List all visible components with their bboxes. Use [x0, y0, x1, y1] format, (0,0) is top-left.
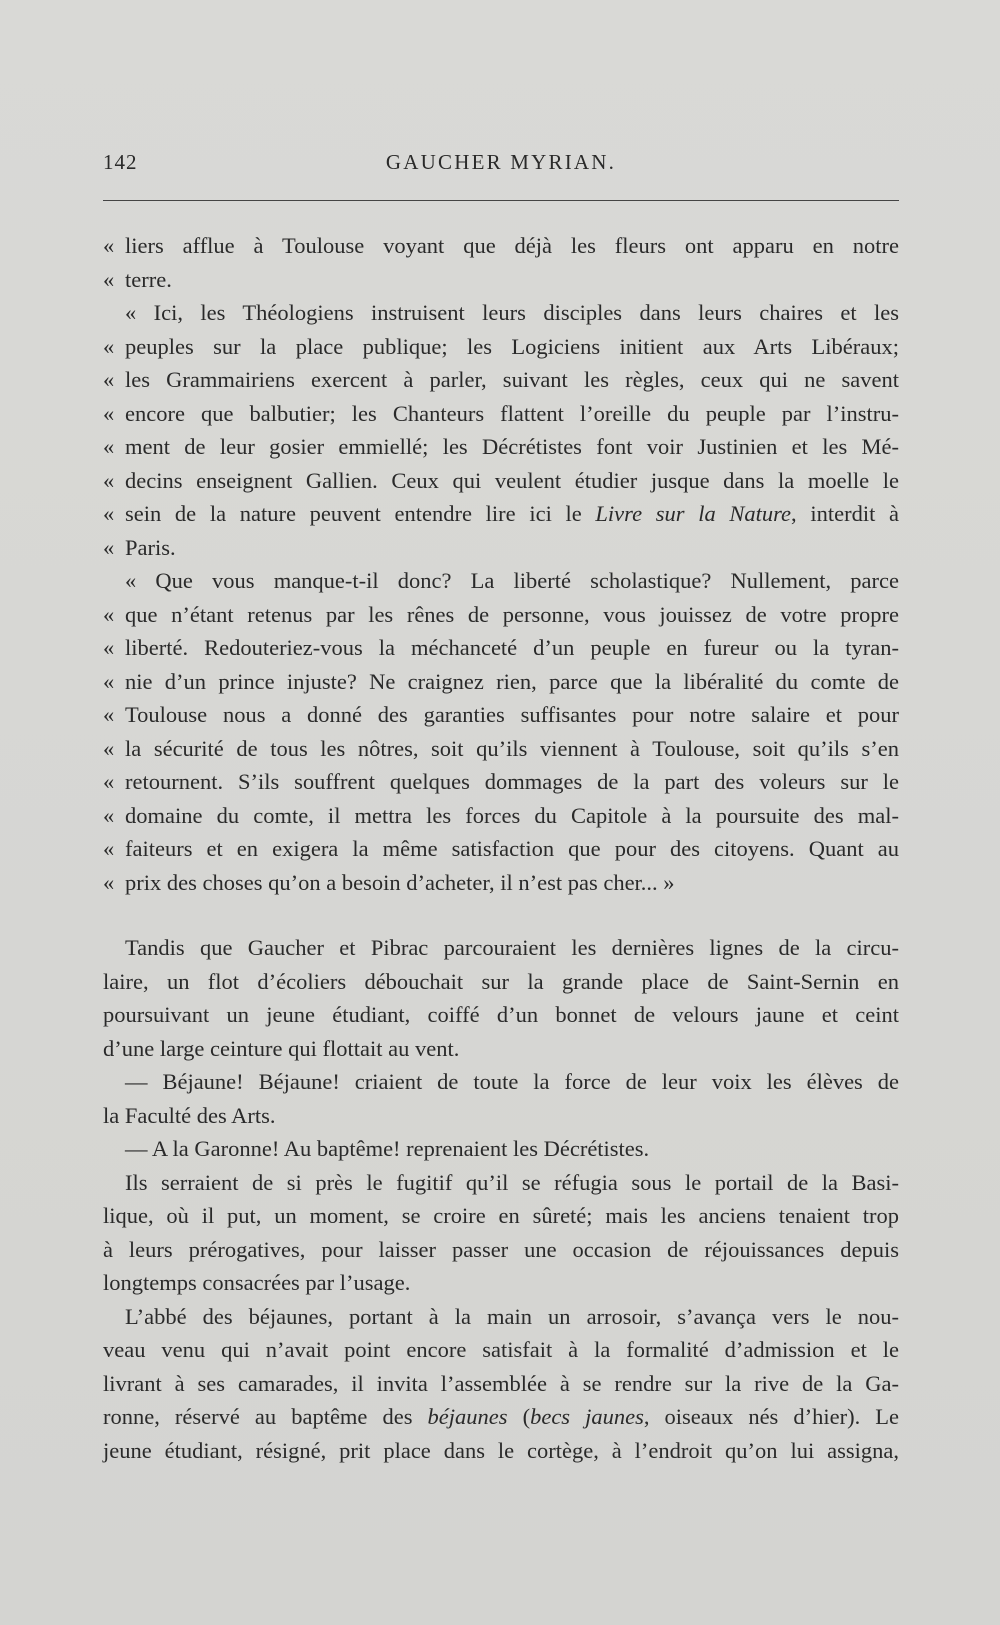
text-line: [103, 564, 899, 598]
line-text: — Béjaune! Béjaune! criaient de toute la force de leur voix les élèves de: [125, 1069, 899, 1094]
line-text: peuples sur la place publique; les Logiciens initient aux Arts Libéraux;: [125, 333, 899, 359]
line-text: liers afflue à Toulouse voyant que déjà les fleurs ont apparu en notre: [125, 233, 899, 258]
line-text: « Que vous manque-t-il donc? La liberté scholastique? Nullement, parce: [125, 568, 899, 593]
quote-mark: «: [103, 702, 115, 727]
line-fragment: (: [507, 1404, 531, 1429]
text-line: [103, 1400, 899, 1434]
text-line: [103, 1266, 899, 1300]
narrative-text: [103, 931, 899, 1467]
text-line: [103, 330, 899, 364]
text-line: [103, 1367, 899, 1401]
text-line: [103, 799, 899, 833]
text-line: [103, 1434, 899, 1468]
line-text: ment de leur gosier emmiellé; les Décrétistes font voir Justinien et les Mé-: [125, 434, 899, 459]
quote-mark: [103, 564, 125, 598]
line-text: retournent. S’ils souffrent quelques dommages de la part des voleurs sur le: [125, 769, 899, 794]
line-text: Paris.: [125, 534, 176, 560]
header-rule: [103, 200, 899, 201]
quote-mark: «: [103, 266, 115, 292]
text-line: [103, 1032, 899, 1066]
line-text: « Ici, les Théologiens instruisent leurs disciples dans leurs chaires et les: [125, 300, 899, 325]
line-fragment: sein de la nature peuvent entendre lire ici le: [125, 501, 596, 526]
line-text: poursuivant un jeune étudiant, coiffé d’un bonnet de velours jaune et ceint: [103, 1002, 899, 1027]
text-line: [103, 998, 899, 1032]
quote-mark: «: [103, 367, 115, 392]
text-line: [103, 1065, 899, 1099]
text-line: [103, 698, 899, 732]
text-line: [103, 1300, 899, 1334]
text-line: [103, 531, 899, 565]
line-text: veau venu qui n’avait point encore satisfait à la formalité d’admission et le: [103, 1337, 899, 1362]
line-text: la sécurité de tous les nôtres, soit qu’ils viennent à Toulouse, soit qu’ils s’en: [125, 735, 899, 761]
text-line: [103, 430, 899, 464]
line-text: que n’étant retenus par les rênes de personne, vous jouissez de votre propre: [125, 601, 899, 627]
text-line: [103, 765, 899, 799]
italic-title: béjaunes: [427, 1404, 508, 1429]
text-line: [103, 1132, 899, 1166]
line-text: les Grammairiens exercent à parler, suivant les règles, ceux qui ne savent: [125, 367, 899, 392]
line-text: Tandis que Gaucher et Pibrac parcouraient les dernières lignes de la circu-: [125, 935, 899, 960]
line-text: [125, 497, 899, 531]
quote-mark: «: [103, 601, 115, 627]
line-text: — A la Garonne! Au baptême! reprenaient les Décrétistes.: [125, 1136, 650, 1161]
text-line: [103, 497, 899, 531]
line-text: d’une large ceinture qui flottait au vent.: [103, 1035, 460, 1061]
quote-mark: «: [103, 635, 115, 660]
text-line: [103, 931, 899, 965]
line-fragment: , interdit à: [791, 501, 899, 526]
quote-mark: «: [103, 434, 115, 459]
text-line: [103, 598, 899, 632]
text-line: [103, 1166, 899, 1200]
line-text: faiteurs et en exigera la même satisfaction que pour des citoyens. Quant au: [125, 836, 899, 861]
quote-mark: «: [103, 333, 115, 359]
italic-title: Livre sur la Nature: [595, 501, 792, 526]
text-line: [103, 665, 899, 699]
line-fragment: , oiseaux nés d’hier). Le: [643, 1404, 900, 1429]
line-text: prix des choses qu’on a besoin d’acheter, il n’est pas cher... »: [125, 869, 675, 895]
line-text: terre.: [125, 266, 172, 292]
line-text: encore que balbutier; les Chanteurs flattent l’oreille du peuple par l’instru-: [125, 400, 899, 426]
quote-mark: «: [103, 501, 115, 526]
text-line: [103, 397, 899, 431]
line-text: Toulouse nous a donné des garanties suffisantes pour notre salaire et pour: [125, 702, 899, 727]
text-line: [103, 1199, 899, 1233]
quoted-letter: [103, 229, 899, 899]
text-line: [103, 965, 899, 999]
text-line: [103, 832, 899, 866]
quote-mark: «: [103, 233, 115, 258]
quote-mark: «: [103, 668, 115, 694]
quote-mark: «: [103, 802, 115, 828]
line-text: la Faculté des Arts.: [103, 1102, 276, 1128]
line-text: liberté. Redouteriez-vous la méchanceté d’un peuple en fureur ou la tyran-: [125, 635, 899, 660]
quote-mark: «: [103, 735, 115, 761]
quote-mark: «: [103, 769, 115, 794]
quote-mark: [103, 296, 125, 330]
page-number: 142: [103, 150, 138, 174]
line-text: livrant à ses camarades, il invita l’assemblée à se rendre sur la rive de la Ga-: [103, 1370, 899, 1396]
text-line: [103, 732, 899, 766]
line-text: lique, où il put, un moment, se croire en sûreté; mais les anciens tenaient trop: [103, 1203, 899, 1228]
quote-mark: «: [103, 400, 115, 426]
italic-title: becs jaunes: [530, 1404, 644, 1429]
line-text: domaine du comte, il mettra les forces du Capitole à la poursuite des mal-: [125, 802, 899, 828]
quote-mark: «: [103, 534, 115, 560]
text-line: [103, 1333, 899, 1367]
text-line: [103, 1233, 899, 1267]
quote-mark: «: [103, 467, 115, 493]
text-line: [103, 229, 899, 263]
text-line: [103, 296, 899, 330]
line-fragment: ronne, réservé au baptême des: [103, 1404, 428, 1429]
line-text: decins enseignent Gallien. Ceux qui veulent étudier jusque dans la moelle le: [125, 467, 899, 493]
quote-mark: «: [103, 869, 115, 895]
text-line: [103, 631, 899, 665]
line-text: [103, 1400, 899, 1434]
line-text: longtemps consacrées par l’usage.: [103, 1270, 411, 1295]
quote-mark: «: [103, 836, 115, 861]
text-line: [103, 1099, 899, 1133]
line-text: à leurs prérogatives, pour laisser passer une occasion de réjouissances depuis: [103, 1236, 899, 1262]
text-line: [103, 263, 899, 297]
text-line: [103, 464, 899, 498]
line-text: nie d’un prince injuste? Ne craignez rien, parce que la libéralité du comte de: [125, 668, 899, 694]
line-text: jeune étudiant, résigné, prit place dans le cortège, à l’endroit qu’on lui assigna,: [103, 1437, 899, 1463]
line-text: L’abbé des béjaunes, portant à la main un arrosoir, s’avança vers le nou-: [125, 1303, 899, 1329]
running-title: GAUCHER MYRIAN.: [385, 150, 617, 174]
line-text: laire, un flot d’écoliers débouchait sur la grande place de Saint-Sernin en: [103, 968, 899, 994]
line-text: Ils serraient de si près le fugitif qu’il se réfugia sous le portail de la Basi-: [125, 1169, 899, 1195]
page-header: [103, 150, 899, 180]
text-line: [103, 363, 899, 397]
text-line: [103, 866, 899, 900]
